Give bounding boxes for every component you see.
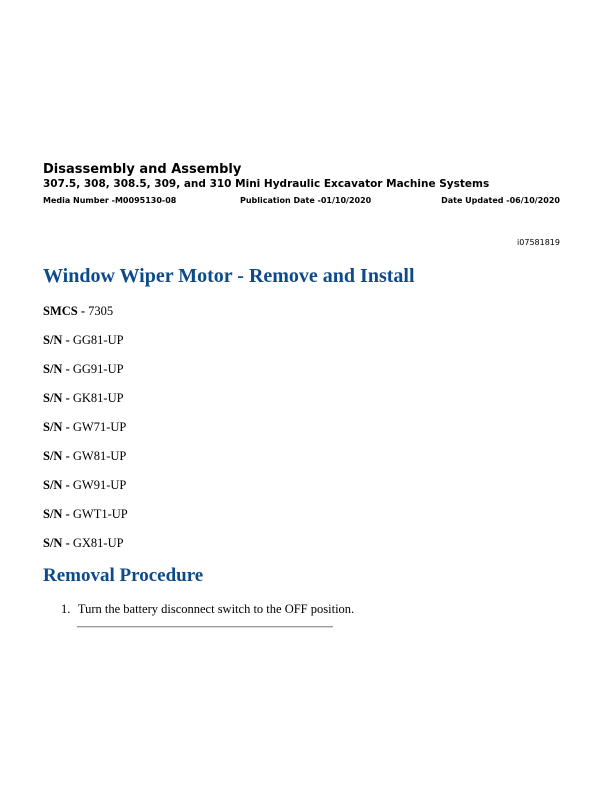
step-text: Turn the battery disconnect switch to the OFF position. bbox=[77, 602, 355, 616]
serial-number-line bbox=[43, 362, 124, 377]
step-number: 1. bbox=[61, 602, 71, 616]
smcs-label: SMCS - bbox=[43, 304, 89, 318]
serial-number-label: S/N - bbox=[43, 449, 73, 463]
serial-number-value: GW71-UP bbox=[72, 420, 127, 434]
serial-number-label: S/N - bbox=[43, 420, 73, 434]
smcs-value: 7305 bbox=[88, 304, 114, 318]
serial-number-value: GW91-UP bbox=[72, 478, 127, 492]
serial-number-value: GW81-UP bbox=[72, 449, 127, 463]
media-number: Media Number -M0095130-08 bbox=[43, 196, 177, 205]
serial-number-line bbox=[43, 536, 124, 551]
page-title: Window Wiper Motor - Remove and Install bbox=[43, 265, 415, 287]
serial-number-label: S/N - bbox=[43, 391, 73, 405]
serial-number-label: S/N - bbox=[43, 333, 73, 347]
serial-number-label: S/N - bbox=[43, 507, 73, 521]
serial-number-value: GK81-UP bbox=[72, 391, 124, 405]
publication-date: Publication Date -01/10/2020 bbox=[240, 196, 372, 205]
serial-number-value: GG91-UP bbox=[72, 362, 124, 376]
serial-number-value: GX81-UP bbox=[72, 536, 124, 550]
document-subtitle: 307.5, 308, 308.5, 309, and 310 Mini Hydraulic Excavator Machine Systems bbox=[43, 178, 490, 190]
smcs-line bbox=[43, 304, 113, 319]
serial-number-line bbox=[43, 391, 124, 406]
serial-number-label: S/N - bbox=[43, 536, 73, 550]
figure-divider bbox=[77, 626, 333, 627]
document-category: Disassembly and Assembly bbox=[43, 162, 242, 177]
serial-number-line bbox=[43, 420, 126, 435]
serial-number-label: S/N - bbox=[43, 478, 73, 492]
date-updated: Date Updated -06/10/2020 bbox=[441, 196, 560, 205]
serial-number-line bbox=[43, 449, 126, 464]
procedure-step bbox=[61, 602, 354, 617]
document-id: i07581819 bbox=[517, 238, 560, 247]
serial-number-value: GWT1-UP bbox=[72, 507, 128, 521]
serial-number-line bbox=[43, 507, 128, 522]
serial-number-line bbox=[43, 478, 126, 493]
serial-number-line bbox=[43, 333, 124, 348]
section-title: Removal Procedure bbox=[43, 565, 204, 586]
serial-number-label: S/N - bbox=[43, 362, 73, 376]
serial-number-value: GG81-UP bbox=[72, 333, 124, 347]
